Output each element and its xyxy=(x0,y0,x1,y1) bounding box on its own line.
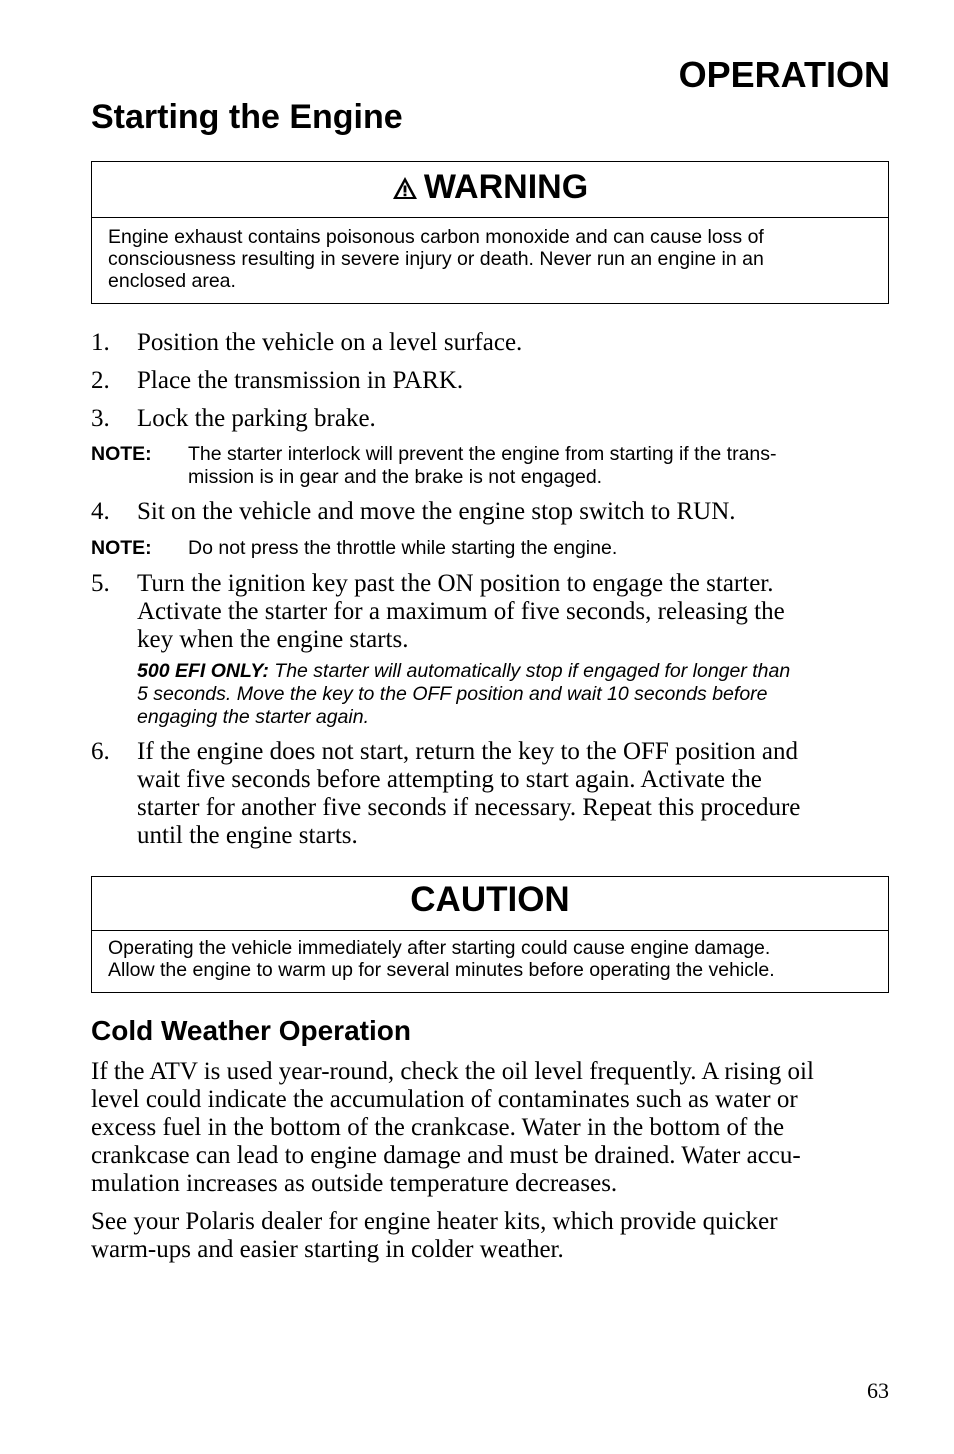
warning-triangle-icon xyxy=(392,176,418,200)
warning-header xyxy=(92,162,888,218)
cold-weather-paragraph-1 xyxy=(91,1058,891,1198)
efi-label: 500 EFI ONLY: xyxy=(137,660,269,682)
efi-line: 5 seconds. Move the key to the OFF position and wait 10 seconds before xyxy=(137,683,768,705)
step-line: Turn the ignition key past the ON position to engage the starter. xyxy=(137,570,774,597)
warning-line: Engine exhaust contains poisonous carbon monoxide and can cause loss of xyxy=(108,226,764,248)
note-line: The starter interlock will prevent the engine from starting if the trans- xyxy=(188,443,777,465)
note-text xyxy=(188,443,888,489)
step-line: key when the engine starts. xyxy=(137,626,409,653)
step-text: Place the transmission in PARK. xyxy=(137,367,464,394)
step-number: 6. xyxy=(91,738,110,765)
step-line: Activate the starter for a maximum of five seconds, releasing the xyxy=(137,598,785,625)
efi-text: The starter will automatically stop if engaged for longer than xyxy=(274,660,791,682)
step-number: 3. xyxy=(91,405,110,432)
paragraph-line: excess fuel in the bottom of the crankcase. Water in the bottom of the xyxy=(91,1114,785,1141)
note-line: mission is in gear and the brake is not engaged. xyxy=(188,466,603,488)
page-number: 63 xyxy=(867,1378,889,1403)
section-title: OPERATION xyxy=(678,54,890,95)
step-number: 5. xyxy=(91,570,110,597)
paragraph-line: crankcase can lead to engine damage and must be drained. Water accu- xyxy=(91,1142,801,1169)
step-text xyxy=(137,570,887,654)
caution-line: Allow the engine to warm up for several minutes before operating the vehicle. xyxy=(108,959,775,981)
step-number: 1. xyxy=(91,329,110,356)
caution-text xyxy=(92,931,888,981)
paragraph-line: See your Polaris dealer for engine heater kits, which provide quicker xyxy=(91,1208,778,1235)
paragraph-line: If the ATV is used year-round, check the oil level frequently. A rising oil xyxy=(91,1058,814,1085)
note-line: Do not press the throttle while starting the engine. xyxy=(188,537,618,559)
step-text: Lock the parking brake. xyxy=(137,405,376,432)
step-line: until the engine starts. xyxy=(137,822,358,849)
efi-first-line xyxy=(137,660,889,683)
warning-box xyxy=(91,161,889,304)
efi-note xyxy=(137,660,889,729)
warning-text xyxy=(92,218,888,292)
caution-title: CAUTION xyxy=(92,877,888,931)
caution-box xyxy=(91,876,889,993)
note-label: NOTE: xyxy=(91,443,152,465)
step-line: wait five seconds before attempting to start again. Activate the xyxy=(137,766,762,793)
warning-line: consciousness resulting in severe injury or death. Never run an engine in an xyxy=(108,248,764,270)
warning-title: WARNING xyxy=(423,168,589,206)
paragraph-line: level could indicate the accumulation of contaminates such as water or xyxy=(91,1086,798,1113)
efi-line: engaging the starter again. xyxy=(137,706,370,728)
note-label: NOTE: xyxy=(91,537,152,559)
page-heading: Starting the Engine xyxy=(91,98,403,136)
caution-line: Operating the vehicle immediately after starting could cause engine damage. xyxy=(108,937,771,959)
cold-weather-paragraph-2 xyxy=(91,1208,891,1264)
paragraph-line: mulation increases as outside temperature decreases. xyxy=(91,1170,618,1197)
step-text: Sit on the vehicle and move the engine stop switch to RUN. xyxy=(137,498,736,525)
step-line: If the engine does not start, return the key to the OFF position and xyxy=(137,738,798,765)
step-number: 4. xyxy=(91,498,110,525)
step-text xyxy=(137,738,887,850)
step-line: starter for another five seconds if necessary. Repeat this procedure xyxy=(137,794,801,821)
warning-line: enclosed area. xyxy=(108,270,236,292)
paragraph-line: warm-ups and easier starting in colder weather. xyxy=(91,1236,564,1263)
note-text xyxy=(188,537,888,560)
step-text: Position the vehicle on a level surface. xyxy=(137,329,523,356)
step-number: 2. xyxy=(91,367,110,394)
cold-weather-heading: Cold Weather Operation xyxy=(91,1015,411,1046)
